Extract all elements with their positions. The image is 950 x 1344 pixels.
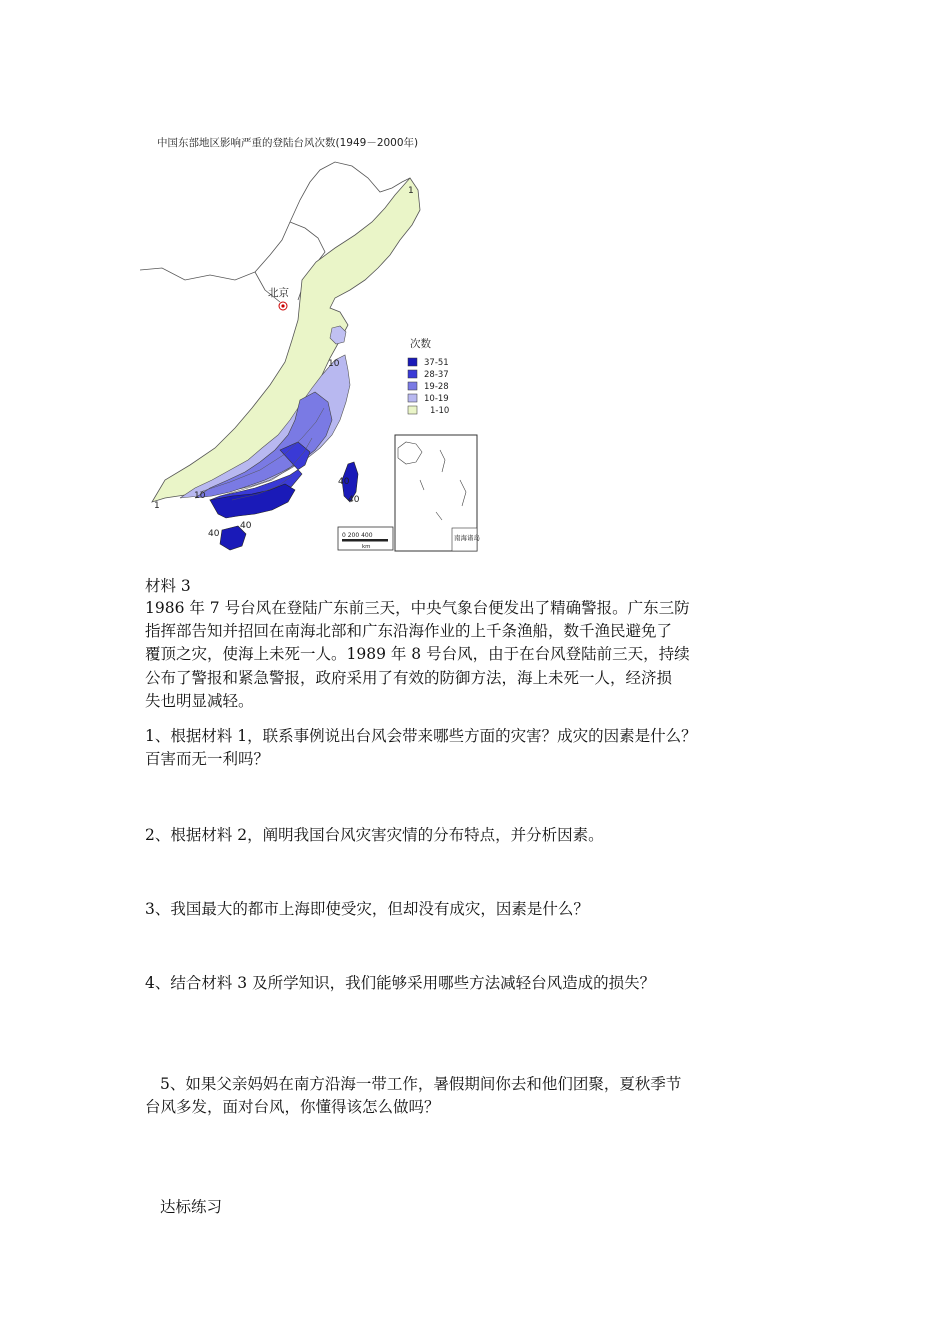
legend-label: 1-10 [430, 406, 450, 416]
scale-label: 0 200 400 [342, 532, 373, 539]
legend-swatch [408, 406, 417, 414]
typhoon-map [140, 130, 485, 555]
inset-label: 南海诸岛 [454, 534, 480, 542]
contour-label: 1 [408, 186, 414, 196]
contour-label: 40 [208, 529, 220, 539]
material3-paragraph [145, 597, 835, 713]
legend-label: 10-19 [424, 394, 449, 404]
question-1 [145, 725, 835, 771]
legend-swatch [408, 394, 417, 402]
question-3 [145, 898, 835, 921]
material3-heading: 材料 3 [145, 577, 191, 595]
question-5 [145, 1073, 835, 1119]
contour-label: 40 [240, 521, 252, 531]
legend-label: 28-37 [424, 370, 449, 380]
legend-label: 19-28 [424, 382, 449, 392]
question-5-line-2: 台风多发，面对台风，你懂得该怎么做吗？ [145, 1098, 440, 1117]
legend-swatch [408, 370, 417, 378]
question-3-text: 3、我国最大的都市上海即使受灾，但却没有成灾，因素是什么？ [145, 900, 589, 918]
paragraph-line: 1986 年 7 号台风在登陆广东前三天，中央气象台便发出了精确警报。广东三防 [145, 599, 690, 617]
contour-label: 1 [154, 501, 160, 511]
legend-swatch [408, 382, 417, 390]
paragraph-line: 公布了警报和紧急警报，政府采用了有效的防御方法，海上未死一人，经济损 [145, 668, 673, 687]
question-4-text: 4、结合材料 3 及所学知识，我们能够采用哪些方法减轻台风造成的损失？ [145, 974, 656, 992]
legend [408, 358, 449, 416]
practice-heading: 达标练习 [160, 1198, 223, 1216]
contour-label: 40 [348, 495, 360, 505]
beijing-marker-dot [281, 304, 284, 307]
question-5-line-1: 5、如果父亲妈妈在南方沿海一带工作，暑假期间你去和他们团聚，夏秋季节 [160, 1075, 682, 1093]
map-title: 中国东部地区影响严重的登陆台风次数(1949－2000年) [157, 137, 419, 149]
paragraph-line: 指挥部告知并招回在南海北部和广东沿海作业的上千条渔船，数千渔民避免了 [145, 622, 673, 641]
contour-label: 10 [194, 491, 206, 501]
question-2-text: 2、根据材料 2，阐明我国台风灾害灾情的分布特点，并分析因素。 [145, 826, 604, 844]
paragraph-line: 覆顶之灾，使海上未死一人。1989 年 8 号台风，由于在台风登陆前三天，持续 [145, 645, 690, 664]
question-1-line-1: 1、根据材料 1，联系事例说出台风会带来哪些方面的灾害？成灾的因素是什么？ [145, 727, 697, 745]
paragraph-line: 失也明显减轻。 [145, 691, 254, 710]
contour-label: 10 [328, 359, 340, 369]
contour-label: 40 [338, 477, 350, 487]
legend-label: 37-51 [424, 358, 449, 368]
question-4 [145, 972, 835, 995]
legend-swatch [408, 358, 417, 366]
scale-unit: km [362, 544, 371, 550]
typhoon-map-figure [140, 130, 485, 555]
question-1-line-2: 百害而无一利吗？ [145, 750, 270, 769]
question-2 [145, 824, 835, 847]
legend-title: 次数 [410, 338, 431, 350]
beijing-label: 北京 [268, 287, 289, 299]
scale-bar [342, 539, 388, 542]
